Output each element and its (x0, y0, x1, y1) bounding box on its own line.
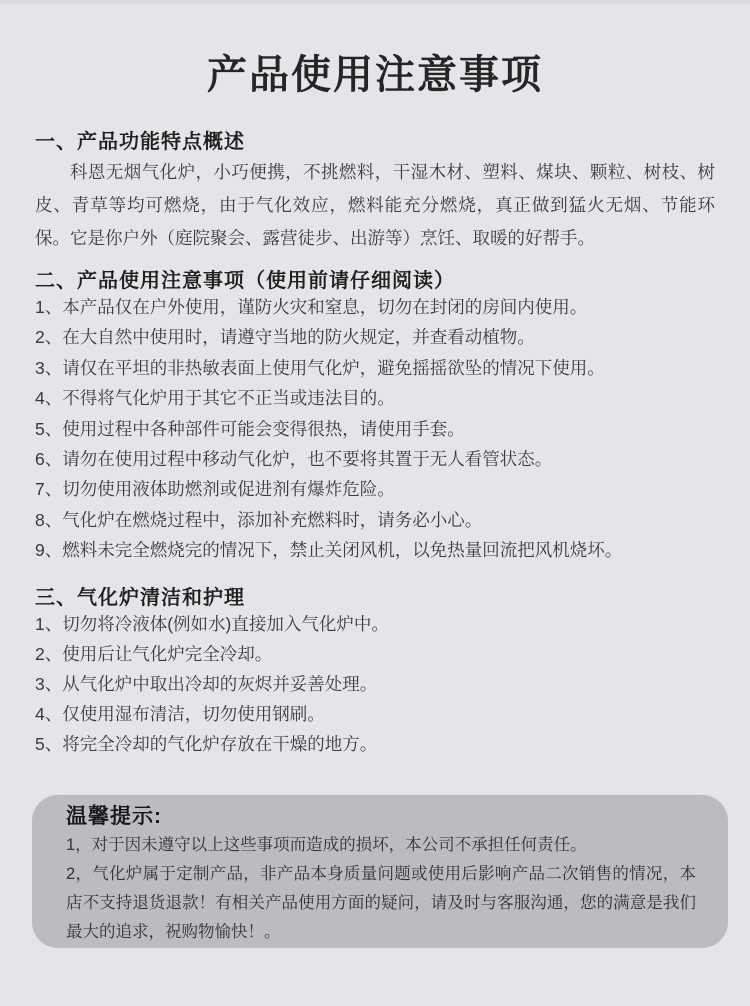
precaution-item-4: 4、不得将气化炉用于其它不正当或违法目的。 (35, 388, 395, 409)
care-list (35, 609, 715, 760)
tips-box (32, 795, 728, 948)
precaution-item-3: 3、请仅在平坦的非热敏表面上使用气化炉，避免摇摇欲坠的情况下使用。 (35, 357, 605, 378)
features-paragraph: 科恩无烟气化炉，小巧便携，不挑燃料，干湿木材、塑料、煤块、颗粒、树枝、树皮、青草等均可燃烧，由于气化效应，燃料能充分燃烧，真正做到猛火无烟、节能环保。它是你户外（庭院聚会、露营徒步、出游等）烹饪、取暖的好帮手。 (35, 162, 715, 248)
page-title: 产品使用注意事项 (207, 53, 543, 97)
precaution-item-5: 5、使用过程中各种部件可能会变得很热，请使用手套。 (35, 418, 465, 439)
care-item-5: 5、将完全冷却的气化炉存放在干燥的地方。 (35, 734, 378, 755)
care-item-2: 2、使用后让气化炉完全冷却。 (35, 643, 273, 664)
tips-title: 温馨提示: (66, 804, 162, 828)
section-care-heading: 三、气化炉清洁和护理 (35, 586, 245, 609)
page-content (0, 131, 750, 760)
precaution-item-2: 2、在大自然中使用时，请遵守当地的防火规定，并查看动植物。 (35, 327, 535, 348)
precautions-list (35, 292, 715, 566)
precaution-item-8: 8、气化炉在燃烧过程中，添加补充燃料时，请务必小心。 (35, 509, 483, 530)
precaution-item-9: 9、燃料未完全燃烧完的情况下，禁止关闭风机，以免热量回流把风机烧坏。 (35, 540, 623, 561)
section-features-heading: 一、产品功能特点概述 (35, 131, 245, 153)
tips-item-1: 1，对于因未遵守以上这些事项而造成的损坏，本公司不承担任何责任。 (66, 835, 587, 854)
care-item-4: 4、仅使用湿布清洁，切勿使用钢刷。 (35, 704, 325, 725)
section-precautions-heading: 二、产品使用注意事项（使用前请仔细阅读） (35, 270, 455, 292)
tips-item-2: 2，气化炉属于定制产品，非产品本身质量问题或使用后影响产品二次销售的情况，本店不支持退货退款！有相关产品使用方面的疑问，请及时与客服沟通，您的满意是我们最大的追求，祝购物愉快！。 (66, 864, 696, 941)
care-item-3: 3、从气化炉中取出冷却的灰烬并妥善处理。 (35, 674, 378, 695)
precaution-item-1: 1、本产品仅在户外使用，谨防火灾和窒息，切勿在封闭的房间内使用。 (35, 297, 588, 317)
care-item-1: 1、切勿将冷液体(例如水)直接加入气化炉中。 (35, 613, 389, 634)
precaution-item-7: 7、切勿使用液体助燃剂或促进剂有爆炸危险。 (35, 479, 395, 500)
precaution-item-6: 6、请勿在使用过程中移动气化炉，也不要将其置于无人看管状态。 (35, 449, 553, 470)
